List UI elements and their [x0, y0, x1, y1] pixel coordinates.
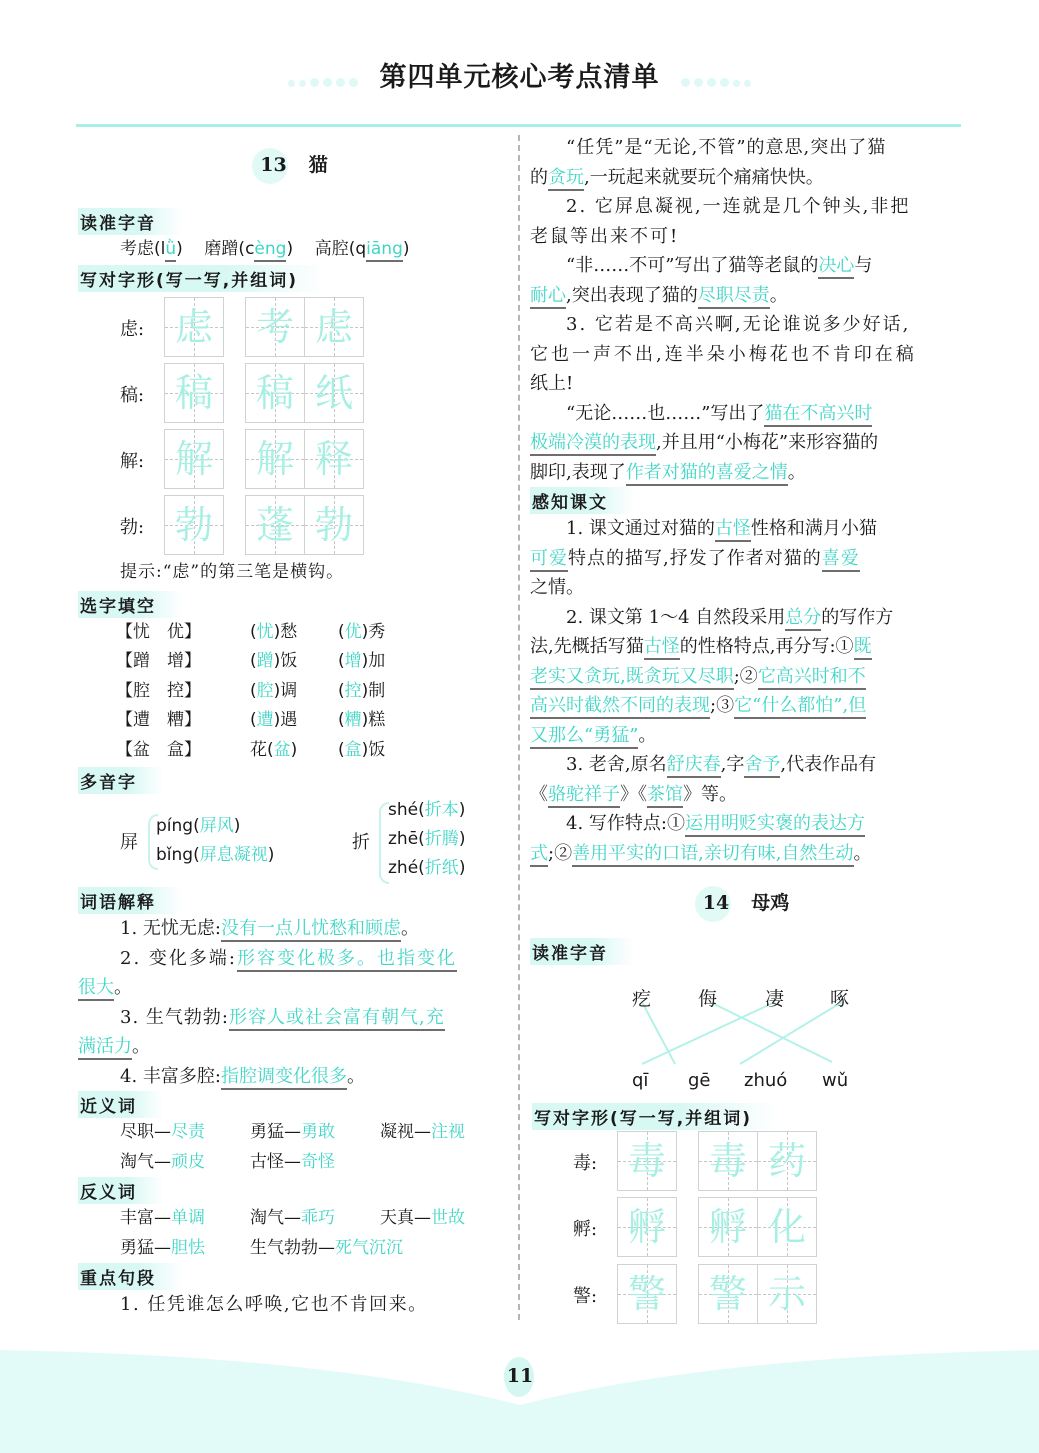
- grid-cell: 解: [245, 429, 305, 489]
- antonym-row: 勇猛—胆怯 生气勃勃—死气沉沉: [120, 1237, 403, 1258]
- writing-tip: 提示:“虑”的第三笔是横钩。: [120, 562, 345, 582]
- perceive-item: 4. 写作特点:①运用明贬实褒的表达方: [530, 809, 962, 839]
- pinyin-matching: 疙 侮 凄 啄 qī gē zhuó wǔ: [620, 982, 870, 1097]
- grid-cell: 示: [757, 1264, 817, 1324]
- grid-cell: 考: [245, 297, 305, 357]
- grid-cell: 毒: [617, 1131, 677, 1191]
- lesson-14-title: [530, 888, 962, 934]
- passage-text: 1. 任凭谁怎么呼唤,它也不肯回来。: [120, 1294, 428, 1315]
- passage-note: 耐心,突出表现了猫的尽职尽责。: [530, 281, 962, 311]
- writing-row: 稿: 稿 稿 纸: [120, 363, 370, 425]
- choose-row: 【蹭 增】 (蹭)饭 (增)加: [116, 651, 386, 671]
- perceive-item: 又那么“勇猛”。: [530, 721, 962, 751]
- section-heading-antonyms: 反义词: [78, 1177, 163, 1204]
- lesson-13-title: [78, 150, 510, 200]
- explain-item: 4. 丰富多腔:指腔调变化很多。: [78, 1062, 510, 1092]
- section-heading-explain: 词语解释: [78, 887, 182, 914]
- perceive-item: 2. 课文第 1～4 自然段采用总分的写作方: [530, 603, 962, 633]
- writing-row: 解: 解 解 释: [120, 429, 370, 491]
- perceive-item: 《骆驼祥子》《茶馆》等。: [530, 780, 962, 810]
- lesson-number: 13: [260, 154, 287, 176]
- grid-cell: 勃: [304, 495, 364, 555]
- writing-row: 勃: 勃 蓬 勃: [120, 495, 370, 557]
- page-number-badge: [492, 1349, 548, 1409]
- reading-row: [78, 235, 510, 265]
- passage-note: 极端冷漠的表现,并且用“小梅花”来形容猫的: [530, 428, 962, 458]
- choose-list: [78, 618, 510, 766]
- synonym-row: 淘气—顽皮 古怪—奇怪: [120, 1151, 335, 1172]
- section-heading-synonyms: 近义词: [78, 1091, 163, 1118]
- explain-item: 3. 生气勃勃:形容人或社会富有朝气,充: [78, 1003, 510, 1033]
- page-header: [0, 55, 1039, 94]
- passage-note: “非……不可”写出了猫等老鼠的决心与: [530, 251, 962, 281]
- grid-cell: 纸: [304, 363, 364, 423]
- grid-cell: 孵: [698, 1197, 758, 1257]
- reading-item: 磨蹭(cèng): [204, 239, 293, 262]
- writing-row: 毒: 毒 毒 药: [573, 1131, 823, 1193]
- left-column-lower: [78, 558, 510, 794]
- passage-note: “任凭”是“无论,不管”的意思,突出了猫: [566, 137, 887, 158]
- antonym-row: 丰富—单调 淘气—乖巧 天真—世故: [120, 1208, 465, 1228]
- page-title: 第四单元核心考点清单: [379, 62, 660, 93]
- lesson-name: 猫: [308, 154, 328, 176]
- passage-note: 脚印,表现了作者对猫的喜爱之情。: [530, 458, 962, 488]
- section-heading-writing: 写对字形(写一写,并组词): [78, 265, 324, 292]
- explain-item: 2. 变化多端:形容变化极多。也指变化: [78, 944, 510, 974]
- grid-cell: 稿: [245, 363, 305, 423]
- perceive-item: 法,先概括写猫古怪的性格特点,再分写:①既: [530, 632, 962, 662]
- writing-row: 孵: 孵 孵 化: [573, 1197, 823, 1259]
- left-column: [78, 150, 510, 292]
- passage-text: 老鼠等出来不可!: [530, 225, 680, 247]
- perceive-item: 老实又贪玩,既贪玩又尽职;②它高兴时和不: [530, 662, 962, 692]
- choose-row: 【忧 优】 (忧)愁 (优)秀: [116, 621, 386, 642]
- choose-row: 【腔 控】 (腔)调 (控)制: [116, 680, 386, 701]
- section-heading-reading-14: 读准字音: [530, 938, 634, 965]
- synonym-row: 尽职—尽责 勇猛—勇敢 凝视—注视: [120, 1122, 465, 1142]
- writing-row: 虑: 虑 考 虑: [120, 297, 370, 359]
- explain-item-cont: 很大。: [78, 973, 510, 1003]
- section-heading-perceive: 感知课文: [530, 487, 634, 514]
- perceive-item: 之情。: [530, 577, 584, 598]
- reading-item: 高腔(qiāng): [315, 239, 410, 262]
- grid-cell: 解: [164, 429, 224, 489]
- decor-dots-right: [679, 72, 753, 91]
- passage-text: 它也一声不出,连半朵小梅花也不肯印在稿: [530, 343, 917, 365]
- section-heading-writing-14: 写对字形(写一写,并组词): [532, 1103, 778, 1130]
- grid-cell: 化: [757, 1197, 817, 1257]
- lesson-number: 14: [702, 892, 730, 914]
- column-divider: [518, 135, 520, 1320]
- grid-cell: 孵: [617, 1197, 677, 1257]
- reading-item: 考虑(lǜ): [120, 239, 183, 262]
- grid-cell: 稿: [164, 363, 224, 423]
- header-rule: [76, 124, 961, 127]
- passage-text: 3. 它若是不高兴啊,无论谁说多少好话,: [566, 314, 911, 335]
- passage-text: 2. 它屏息凝视,一连就是几个钟头,非把: [566, 196, 911, 217]
- polyphone-block: 屏 píng(屏风) bǐng(屏息凝视) 折 shé(折本) zhē(折腾) zhé(折纸): [120, 800, 510, 885]
- left-column-bottom: [78, 887, 510, 1320]
- perceive-item: 高兴时截然不同的表现;③它“什么都怕”,但: [530, 691, 962, 721]
- right-column: [530, 133, 962, 965]
- page-number: 11: [506, 1365, 534, 1387]
- section-heading-reading: 读准字音: [78, 208, 182, 235]
- grid-cell: 药: [757, 1131, 817, 1191]
- choose-row: 【遭 糟】 (遭)遇 (糟)糕: [116, 710, 386, 730]
- passage-text: 纸上!: [530, 373, 574, 394]
- section-heading-choose: 选字填空: [78, 591, 182, 618]
- grid-cell: 勃: [164, 495, 224, 555]
- explain-item-cont: 满活力。: [78, 1032, 510, 1062]
- grid-cell: 释: [304, 429, 364, 489]
- choose-row: 【盆 盒】 花(盆) (盒)饭: [116, 739, 386, 760]
- grid-cell: 警: [698, 1264, 758, 1324]
- passage-note: “无论……也……”写出了猫在不高兴时: [530, 399, 962, 429]
- writing-row: 警: 警 警 示: [573, 1264, 823, 1326]
- grid-cell: 警: [617, 1264, 677, 1324]
- grid-cell: 虑: [164, 297, 224, 357]
- section-heading-key-passages: 重点句段: [78, 1263, 182, 1290]
- section-heading-polyphone: 多音字: [78, 767, 163, 794]
- grid-cell: 蓬: [245, 495, 305, 555]
- perceive-item: 3. 老舍,原名舒庆春,字舍予,代表作品有: [530, 750, 962, 780]
- grid-cell: 毒: [698, 1131, 758, 1191]
- grid-cell: 虑: [304, 297, 364, 357]
- lesson-name: 母鸡: [751, 892, 790, 914]
- decor-dots-left: [286, 72, 360, 91]
- passage-note: 的贪玩,一玩起来就要玩个痛痛快快。: [530, 163, 962, 193]
- perceive-item: 可爱特点的描写,抒发了作者对猫的喜爱: [530, 544, 962, 574]
- perceive-item: 式;②善用平实的口语,亲切有味,自然生动。: [530, 839, 962, 869]
- perceive-item: 1. 课文通过对猫的古怪性格和满月小猫: [530, 514, 962, 544]
- explain-item: 1. 无忧无虑:没有一点儿忧愁和顾虑。: [78, 914, 510, 944]
